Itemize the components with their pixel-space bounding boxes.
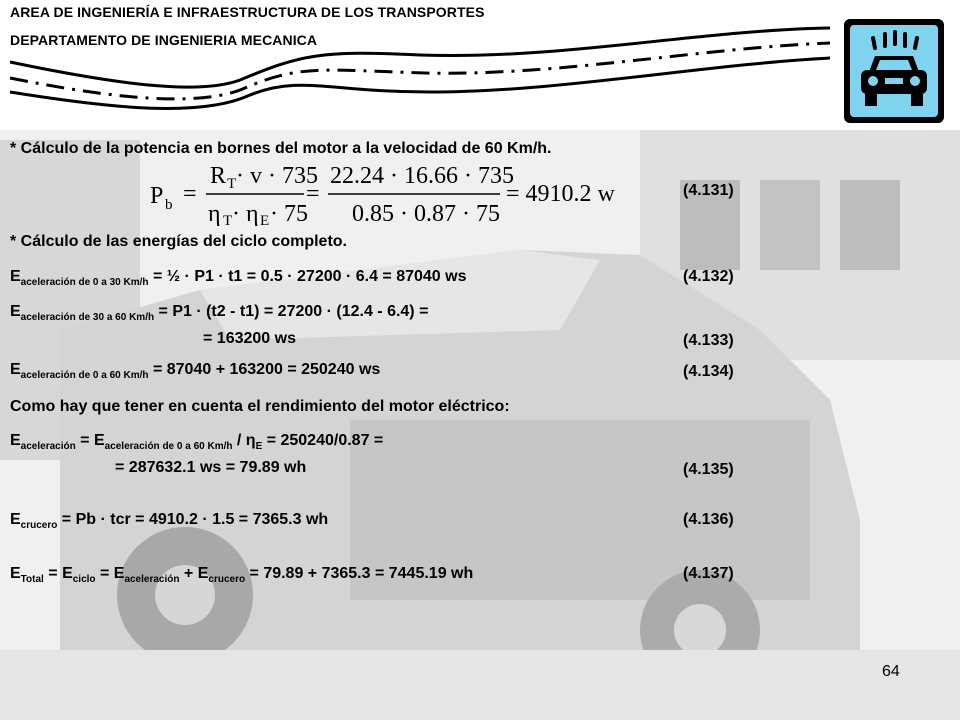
equation-number-4137: (4.137) [683,565,734,582]
svg-text:R: R [210,163,227,189]
svg-text:E: E [260,213,270,227]
equation-4134: $E_{aceleración de 0 a 60 Km/h} = 87040 + 163200 = 250240$ ws [10,361,381,381]
road-decoration [0,0,960,130]
equation-4132: $E_{aceleración de 0 a 30 Km/h}$ = ½ · P1 · t1 = 0.5 · 27200 · 6.4 = 87040 ws [10,268,467,288]
equation-4133-result: = 163200 ws [203,330,296,347]
equation-number-4131: (4.131) [683,182,734,199]
header-area: AREA DE INGENIERÍA E INFRAESTRUCTURA DE LOS TRANSPORTES [10,4,485,20]
section-title-energy: * Cálculo de las energías del ciclo completo. [10,233,347,250]
equation-number-4136: (4.136) [683,511,734,528]
svg-text:=: = [183,181,197,207]
equation-4137: $E_{Total} = E_{ciclo} = E_{aceleración} + E_{crucero} = 79.89 + 7365.3 = 7445.19$ wh [10,565,474,585]
header-department: DEPARTAMENTO DE INGENIERIA MECANICA [10,32,318,48]
section-title-power: * Cálculo de la potencia en bornes del motor a la velocidad de 60 Km/h. [10,140,552,157]
efficiency-note: Como hay que tener en cuenta el rendimiento del motor eléctrico: [10,398,510,415]
page-number: 64 [882,663,900,680]
svg-text:T: T [223,213,233,227]
svg-text:= 4910.2 w: = 4910.2 w [506,181,615,207]
equation-number-4134: (4.134) [683,363,734,380]
equation-4136: $E_{crucero} = Pb$ · tcr = 4910.2 · 1.5 = 7365.3 wh [10,511,329,531]
equation-number-4135: (4.135) [683,461,734,478]
equation-4135-result: = 287632.1 ws = 79.89 wh [115,459,307,476]
svg-text:=: = [306,181,320,207]
svg-text:· v · 735: · v · 735 [236,163,318,189]
equation-4133: $E_{aceleración de 30 a 60 Km/h} = P1 \cdot (t2 - t1) = 27200 \cdot (12.4 - 6.4)$ = [10,303,429,323]
equation-number-4132: (4.132) [683,268,734,285]
svg-text:P: P [150,183,164,209]
svg-text:· 75: · 75 [270,201,308,227]
svg-text:b: b [165,197,173,213]
power-formula [148,161,648,227]
equation-number-4133: (4.133) [683,332,734,349]
car-logo-icon [843,18,945,124]
svg-text:η: η [208,201,221,227]
svg-text:0.85 · 0.87 · 75: 0.85 · 0.87 · 75 [352,201,500,227]
svg-text:T: T [227,176,237,192]
svg-text:22.24 · 16.66 · 735: 22.24 · 16.66 · 735 [330,163,514,189]
svg-text:· η: · η [232,201,259,227]
equation-4135: $E_{aceleración} = E_{aceleración de 0 a 60 Km/h} / \eta_E = 250240/0.87$ = [10,432,384,452]
